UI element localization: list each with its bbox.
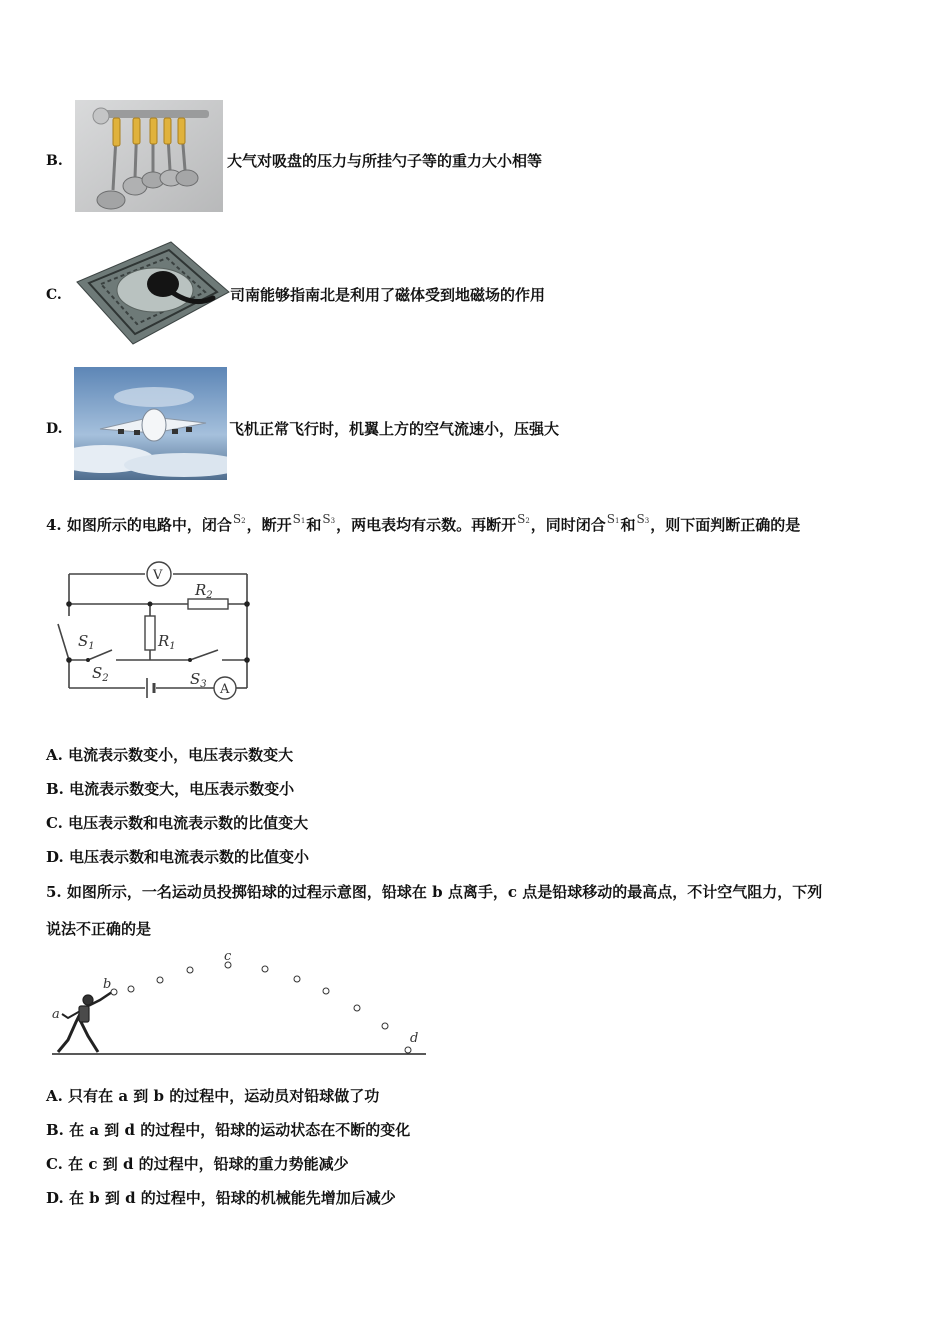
q4-part-7: ，则下面判断正确的是 xyxy=(650,516,801,534)
label-a: a xyxy=(52,1007,60,1022)
q4-stem xyxy=(46,512,801,538)
q5-stem-line1: 5. 如图所示，一名运动员投掷铅球的过程示意图，铅球在 b 点离手，c 点是铅球移动的最高点，不计空气阻力，下列 xyxy=(46,883,823,901)
s3-label: $S_3$ xyxy=(190,670,207,690)
q4-switch-s2: S2 xyxy=(232,512,246,526)
q4-option-c: C. 电压表示数和电流表示数的比值变大 xyxy=(46,814,309,832)
compass-sinan-image xyxy=(73,234,231,348)
s2-label: $S_2$ xyxy=(92,664,109,684)
q4-number: 4. xyxy=(46,516,62,534)
option-d-text: 飞机正常飞行时，机翼上方的空气流速小，压强大 xyxy=(229,420,560,438)
label-c: c xyxy=(224,949,232,964)
q5-option-b: B. 在 a 到 d 的过程中，铅球的运动状态在不断的变化 xyxy=(46,1121,411,1139)
q4-part-4: ，两电表均有示数。再断开 xyxy=(336,516,517,534)
ammeter-label: A xyxy=(220,682,230,697)
q4-part-2: ，断开 xyxy=(246,516,292,534)
option-b-text: 大气对吸盘的压力与所挂勺子等的重力大小相等 xyxy=(227,152,543,170)
q4-option-d: D. 电压表示数和电流表示数的比值变小 xyxy=(46,848,309,866)
s1-label: $S_1$ xyxy=(78,632,95,652)
option-d-letter: D. xyxy=(46,421,63,437)
q4-part-6: 和 xyxy=(620,516,636,534)
q4-circuit-diagram xyxy=(50,558,260,708)
label-d: d xyxy=(410,1031,419,1046)
option-b-letter: B. xyxy=(46,153,63,169)
q5-option-d: D. 在 b 到 d 的过程中，铅球的机械能先增加后减少 xyxy=(46,1189,396,1207)
q4-switch-s1b: S1 xyxy=(606,512,620,526)
q5-option-c: C. 在 c 到 d 的过程中，铅球的重力势能减少 xyxy=(46,1155,349,1173)
q5-option-a: A. 只有在 a 到 b 的过程中，运动员对铅球做了功 xyxy=(46,1087,380,1105)
ladle-rack-image xyxy=(75,100,223,212)
r2-label: $R_2$ xyxy=(195,581,213,601)
q4-option-a: A. 电流表示数变小，电压表示数变大 xyxy=(46,746,294,764)
q4-part-3: 和 xyxy=(306,516,322,534)
q4-switch-s3: S3 xyxy=(322,512,336,526)
voltmeter-label: V xyxy=(153,568,163,583)
q5-stem-line2: 说法不正确的是 xyxy=(46,920,152,938)
q4-part-1: 如图所示的电路中，闭合 xyxy=(66,516,232,534)
q4-option-b: B. 电流表示数变大，电压表示数变小 xyxy=(46,780,295,798)
q4-switch-s3b: S3 xyxy=(636,512,650,526)
option-c-text: 司南能够指南北是利用了磁体受到地磁场的作用 xyxy=(230,286,546,304)
r1-label: $R_1$ xyxy=(158,632,176,652)
q4-switch-s2b: S2 xyxy=(517,512,530,526)
q5-shotput-diagram xyxy=(46,948,430,1060)
option-c-letter: C. xyxy=(46,287,62,303)
q4-part-5: ，同时闭合 xyxy=(530,516,606,534)
q4-switch-s1: S1 xyxy=(292,512,306,526)
airplane-image xyxy=(74,367,227,480)
label-b: b xyxy=(103,977,112,992)
